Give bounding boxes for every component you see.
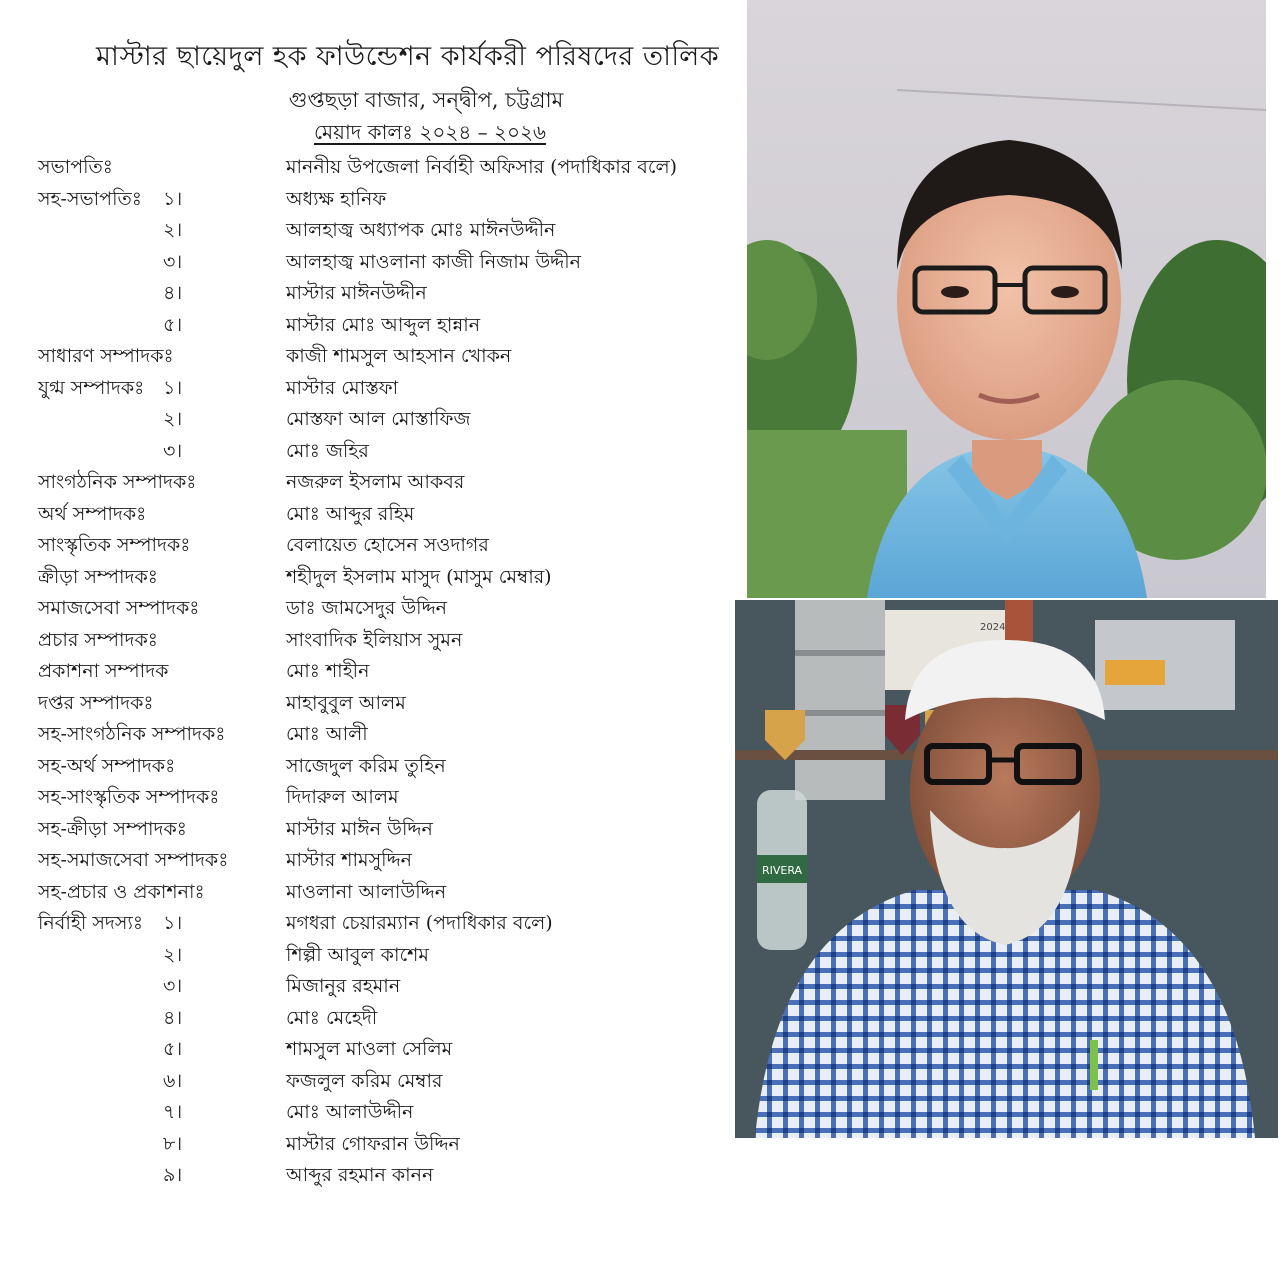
member-rows (0, 151, 760, 1191)
member-role: সহ-প্রচার ও প্রকাশনাঃ (38, 880, 205, 903)
term-text: মেয়াদ কালঃ ২০২৪ – ২০২৬ (313, 120, 547, 144)
member-name: মোঃ শাহীন (286, 660, 370, 682)
member-role: যুগ্ম সম্পাদকঃ (38, 376, 145, 399)
member-number: ৩। (163, 439, 183, 462)
member-name: মাননীয় উপজেলা নির্বাহী অফিসার (পদাধিকার বলে) (286, 156, 678, 178)
member-number: ৭। (163, 1101, 183, 1123)
member-role: সহ-অর্থ সম্পাদকঃ (38, 754, 176, 777)
member-role: সাংস্কৃতিক সম্পাদকঃ (38, 534, 191, 556)
member-name: আলহাজ্ব মাওলানা কাজী নিজাম উদ্দীন (286, 250, 581, 273)
member-name: মাস্টার মাঈন উদ্দিন (286, 817, 433, 840)
member-role: সহ-সমাজসেবা সম্পাদকঃ (38, 849, 229, 871)
member-row (0, 277, 760, 309)
member-name: কাজী শামসুল আহসান খোকন (286, 345, 512, 367)
member-row (0, 372, 760, 404)
member-row (0, 939, 760, 971)
member-role: সহ-সাংস্কৃতিক সম্পাদকঃ (38, 786, 220, 808)
member-name: মাস্টার মাঈনউদ্দীন (286, 282, 427, 304)
member-role: সাধারণ সম্পাদকঃ (38, 345, 174, 367)
member-row (0, 750, 760, 782)
member-role: প্রকাশনা সম্পাদক (38, 660, 169, 682)
member-number: ২। (163, 408, 183, 430)
member-name: মগধরা চেয়ারম্যান (পদাধিকার বলে) (286, 912, 553, 934)
member-name: মোঃ মেহেদী (286, 1006, 378, 1029)
member-number: ১। (163, 912, 183, 934)
member-name: আলহাজ্ব অধ্যাপক মোঃ মাঈনউদ্দীন (286, 219, 556, 241)
member-row (0, 309, 760, 341)
calendar-year-text: 2024 (980, 622, 1006, 633)
term-line (0, 118, 860, 151)
member-name: মোস্তফা আল মোস্তাফিজ (286, 408, 471, 430)
member-row (0, 466, 760, 498)
member-row (0, 1096, 760, 1128)
member-number: ২। (163, 943, 183, 966)
member-name: মোঃ আলী (286, 723, 368, 745)
member-name: শিল্পী আবুল কাশেম (286, 943, 429, 966)
member-row (0, 151, 760, 183)
member-name: অধ্যক্ষ হানিফ (286, 187, 387, 210)
member-row (0, 340, 760, 372)
member-row (0, 214, 760, 246)
member-number: ৫। (163, 1038, 183, 1060)
member-number: ৩। (163, 975, 183, 997)
member-name: বেলায়েত হোসেন সওদাগর (286, 534, 489, 556)
document-subtitle: গুপ্তছড়া বাজার, সন্দ্বীপ, চট্টগ্রাম (288, 88, 564, 112)
member-number: ৬। (163, 1069, 183, 1092)
member-role: সাংগঠনিক সম্পাদকঃ (38, 471, 197, 493)
member-role: সভাপতিঃ (38, 156, 113, 178)
member-name: মিজানুর রহমান (286, 975, 401, 997)
member-row (0, 1159, 760, 1191)
member-row (0, 907, 760, 939)
member-row (0, 246, 760, 278)
member-number: ২। (163, 219, 183, 241)
member-role: নির্বাহী সদস্যঃ (38, 912, 144, 934)
member-row (0, 183, 760, 215)
member-number: ৪। (163, 282, 183, 304)
member-name: ডাঃ জামসেদুর উদ্দিন (286, 597, 448, 619)
member-row (0, 1065, 760, 1097)
member-row (0, 561, 760, 593)
member-row (0, 970, 760, 1002)
member-number: ৪। (163, 1006, 183, 1029)
photo-young-man (747, 0, 1266, 598)
member-number: ৯। (163, 1164, 183, 1186)
member-row (0, 435, 760, 467)
member-name: মাস্টার মোঃ আব্দুল হান্নান (286, 313, 481, 336)
member-role: দপ্তর সম্পাদকঃ (38, 691, 154, 714)
member-number: ৩। (163, 250, 183, 273)
member-name: শামসুল মাওলা সেলিম (286, 1038, 453, 1060)
member-role: সহ-সাংগঠনিক সম্পাদকঃ (38, 723, 226, 745)
member-number: ১। (163, 187, 183, 210)
member-name: শহীদুল ইসলাম মাসুদ (মাসুম মেম্বার) (286, 565, 552, 588)
photo-young-man-illustration (747, 0, 1266, 598)
photo-elderly-man-illustration (735, 600, 1278, 1138)
member-name: মাস্টার গোফরান উদ্দিন (286, 1132, 460, 1155)
member-row (0, 624, 760, 656)
member-number: ৫। (163, 313, 183, 336)
member-row (0, 876, 760, 908)
member-name: মাওলানা আলাউদ্দিন (286, 880, 447, 903)
member-row (0, 529, 760, 561)
member-role: অর্থ সম্পাদকঃ (38, 502, 147, 525)
member-row (0, 781, 760, 813)
member-row (0, 498, 760, 530)
member-number: ৮। (163, 1132, 183, 1155)
member-row (0, 403, 760, 435)
member-row (0, 687, 760, 719)
member-name: মাস্টার মোস্তফা (286, 376, 399, 399)
member-name: ফজলুল করিম মেম্বার (286, 1069, 443, 1092)
member-row (0, 655, 760, 687)
member-name: মোঃ আলাউদ্দীন (286, 1101, 414, 1123)
member-role: সমাজসেবা সম্পাদকঃ (38, 597, 200, 619)
photo-elderly-man (735, 600, 1278, 1138)
member-role: প্রচার সম্পাদকঃ (38, 628, 158, 651)
member-number: ১। (163, 376, 183, 399)
member-row (0, 1128, 760, 1160)
member-row (0, 813, 760, 845)
member-role: সহ-সভাপতিঃ (38, 187, 142, 210)
member-name: সাজেদুল করিম তুহিন (286, 754, 446, 777)
member-role: সহ-ক্রীড়া সম্পাদকঃ (38, 817, 187, 840)
member-row (0, 1033, 760, 1065)
member-name: আব্দুর রহমান কানন (286, 1164, 434, 1186)
member-name: মাহাবুবুল আলম (286, 691, 406, 714)
member-name: নজরুল ইসলাম আকবর (286, 471, 465, 493)
bottle-label-text: RIVERA (762, 864, 803, 877)
member-role: ক্রীড়া সম্পাদকঃ (38, 565, 158, 588)
member-name: দিদারুল আলম (286, 786, 399, 808)
member-name: মোঃ আব্দুর রহিম (286, 502, 415, 525)
member-row (0, 718, 760, 750)
member-name: সাংবাদিক ইলিয়াস সুমন (286, 628, 463, 651)
member-row (0, 592, 760, 624)
document-title: মাস্টার ছায়েদুল হক ফাউন্ডেশন কার্যকরী পরিষদের তালিক (96, 41, 720, 72)
member-name: মোঃ জহির (286, 439, 369, 462)
member-name: মাস্টার শামসুদ্দিন (286, 849, 412, 871)
member-row (0, 1002, 760, 1034)
member-row (0, 844, 760, 876)
